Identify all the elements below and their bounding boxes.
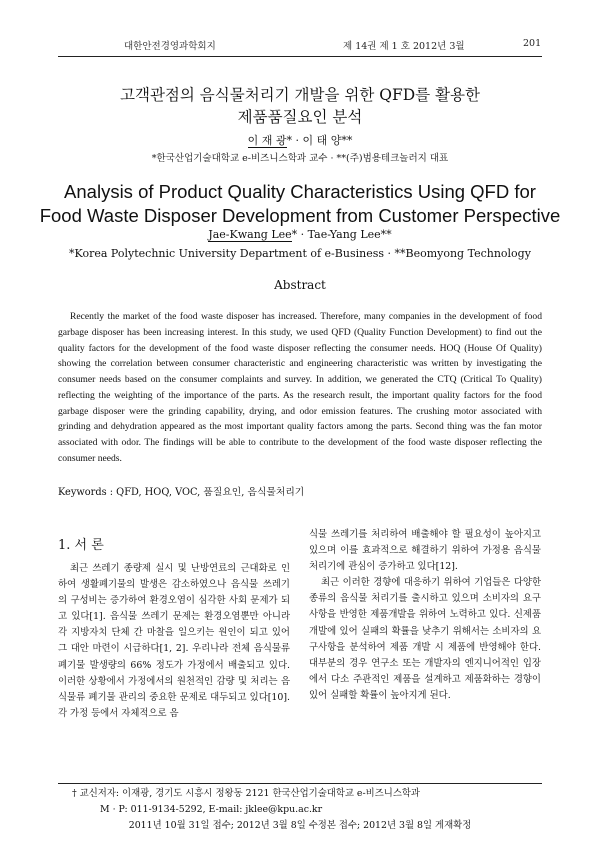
footnote-corresponding: † 교신저자: 이재광, 경기도 시흥시 정왕동 2121 한국산업기술대학교 e-비즈니스학과 <box>72 788 420 799</box>
abstract-heading: Abstract <box>274 278 326 292</box>
author-mark: ** <box>341 134 353 147</box>
left-paragraph: 최근 쓰레기 종량제 실시 및 난방연료의 근대화로 인하여 생활폐기물의 발생은 감소하였으나 음식물 쓰레기의 구성비는 증가하여 환경오염이 심각한 사회 문제가 되고 있다[1]. 음식물 쓰레기 문제는 환경오염뿐만 아니라 각 지방자치 단체 간 마찰을 일으키는 원인이 되고 있어 그 대안 마련이 시급하다[1, 2]. 우리나라 전체 음식물류 폐기물 발생량의 66% 정도가 가정에서 배출되고 있다. 이러한 상황에서 가정에서의 원천적인 감량 및 처리는 음식물류 폐기물 관리의 중요한 문제로 대두되고 있다[10]. 각 가정 등에서 자체적으로 음 <box>58 563 290 719</box>
english-title-line2: Food Waste Disposer Development from Customer Perspective <box>39 205 561 226</box>
left-column <box>58 561 290 722</box>
section-heading: 1. 서 론 <box>58 538 104 553</box>
author-separator-en: * · <box>291 228 308 241</box>
issue-info: 제 14권 제 1 호 2012년 3월 <box>343 41 465 52</box>
abstract-body: Recently the market of the food waste disposer has increased. Therefore, many companies in the development of food garbage disposer has been increasing interest. In this study, we used QFD (Quality Function Development) to find out the quality factors for the development of the food waste disposer reflecting the consumer needs. HOQ (House Of Quality) showing the correlation between consumer characteristic and engineering characteristic was written by investigating the consumer needs based on the consumer complaints and survey. In addition, we generated the CTQ (Critical To Quality) reflecting the weighting of the importance of the parts. As the research result, the important quality factors for the food garbage disposer were the grinding capability, drying, and odor emission features. The crushing motor associated with grinding and dehydration appeared as the most important quality factors among the parts. Second thing was the fan motor associated with odor. The findings will be able to contribute to the development of the food waste disposer reflecting the consumer needs. <box>58 311 542 464</box>
author-en-1: Jae-Kwang Lee <box>208 228 292 241</box>
header-rule <box>58 56 542 57</box>
right-column <box>309 527 541 704</box>
author-separator: * · <box>286 134 303 147</box>
keywords: Keywords : QFD, HOQ, VOC, 품질요인, 음식물처리기 <box>58 487 305 498</box>
right-paragraph-2: 최근 이러한 경향에 대응하기 위하여 기업들은 다양한 종류의 음식물 처리기를 출시하고 있으며 소비자의 요구사항을 반영한 제품개발을 위하여 노력하고 있다. 신제품 개발에 있어 실패의 확률을 낮추기 위해서는 소비자의 요구사항을 분석하여 제품 개발 시 제품에 반영해야 한다. 대부분의 경우 연구소 또는 개발자의 엔지니어적인 입장에서 다소 주관적인 제품을 설계하고 제품화하는 경향이 있어 실패할 확률이 높아지게 된다. <box>309 577 541 701</box>
footnote-rule <box>58 783 542 784</box>
journal-name: 대한안전경영과학회지 <box>124 41 216 52</box>
korean-affiliation: *한국산업기술대학교 e-비즈니스학과 교수 · **(주)범용테크놀러지 대표 <box>151 153 449 164</box>
english-title-line1: Analysis of Product Quality Characteristics Using QFD for <box>64 181 536 202</box>
page-number: 201 <box>523 38 542 49</box>
footnote-dates: 2011년 10월 31일 접수; 2012년 3월 8일 수정본 접수; 2012년 3월 8일 게재확정 <box>128 820 472 831</box>
korean-title-line1: 고객관점의 음식물처리기 개발을 위한 QFD를 활용한 <box>120 86 480 104</box>
author-ko-1: 이 재 광 <box>247 134 287 147</box>
author-ko-2: 이 태 양 <box>302 134 342 147</box>
korean-title-line2: 제품품질요인 분석 <box>237 108 363 126</box>
footnote-contact: M · P: 011-9134-5292, E-mail: jklee@kpu.ac.kr <box>100 804 323 815</box>
korean-authors <box>0 132 600 148</box>
author-en-2: Tae-Yang Lee <box>307 228 381 241</box>
english-affiliation: *Korea Polytechnic University Department of e-Business · **Beomyong Technology <box>69 247 531 260</box>
author-mark-en: ** <box>380 228 392 241</box>
right-paragraph-1: 식물 쓰레기를 처리하여 배출해야 할 필요성이 높아지고 있으며 이를 효과적으로 해결하기 위하여 가정용 음식물 처리기에 관심이 증가하고 있다[12]. <box>309 529 541 573</box>
english-authors <box>0 228 600 241</box>
